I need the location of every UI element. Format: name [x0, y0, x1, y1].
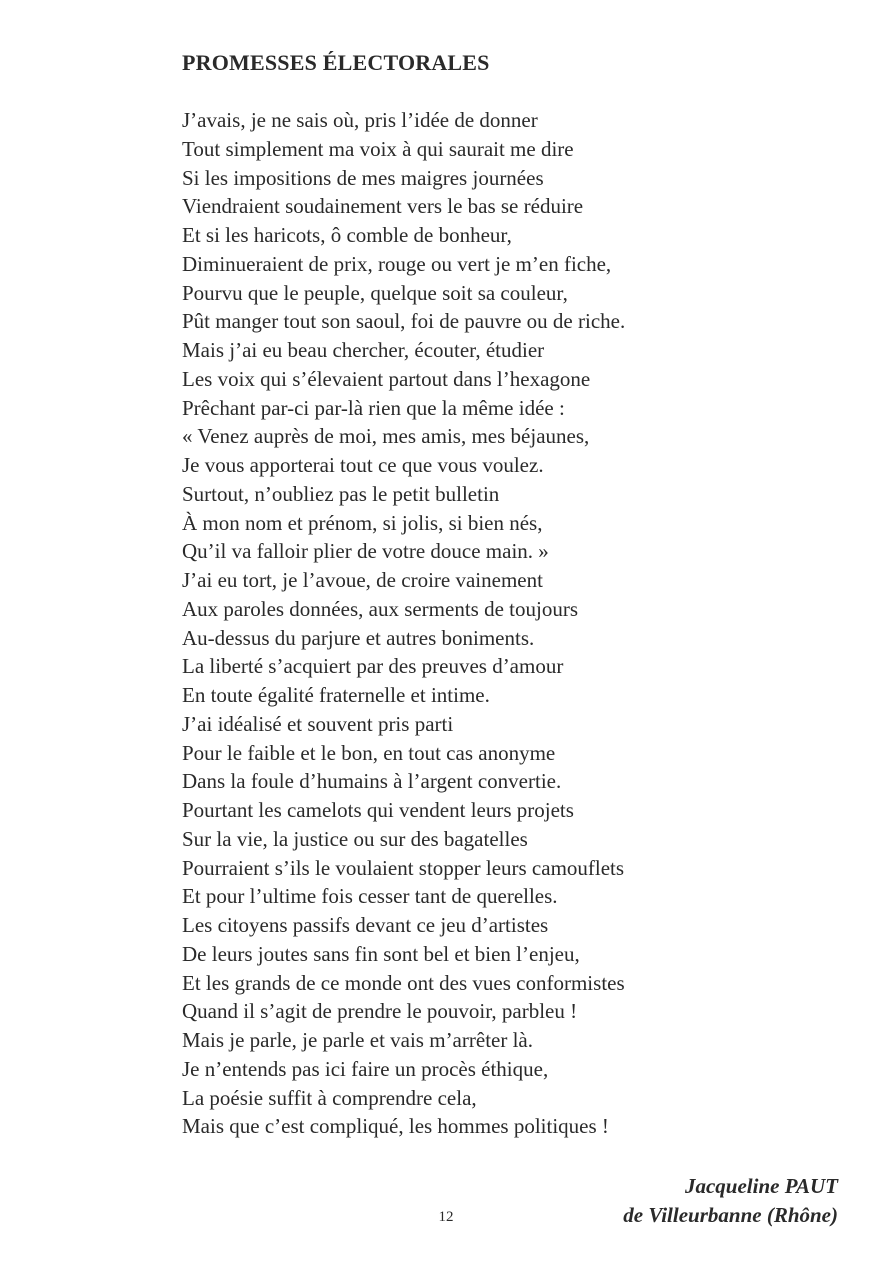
poem-line: Prêchant par-ci par-là rien que la même idée :	[182, 395, 565, 420]
poem-line: Au-dessus du parjure et autres boniments.	[182, 625, 535, 650]
poem-line: Mais je parle, je parle et vais m’arrêter là.	[182, 1028, 533, 1052]
author-name: Jacqueline PAUT	[684, 1174, 838, 1198]
poem-line: Aux paroles données, aux serments de toujours	[182, 596, 578, 621]
poem-line: À mon nom et prénom, si jolis, si bien nés,	[182, 510, 543, 535]
poem-line: « Venez auprès de moi, mes amis, mes béjaunes,	[182, 424, 590, 449]
poem-line: J’ai idéalisé et souvent pris parti	[182, 711, 454, 736]
poem-line: Les voix qui s’élevaient partout dans l’hexagone	[182, 366, 591, 391]
poem-line: Sur la vie, la justice ou sur des bagatelles	[182, 826, 528, 851]
poem-line: Je vous apporterai tout ce que vous voulez.	[182, 453, 544, 477]
poem-line: Les citoyens passifs devant ce jeu d’artistes	[182, 913, 549, 937]
poem-body	[182, 106, 625, 1141]
poem-line: Pour le faible et le bon, en tout cas anonyme	[182, 740, 556, 765]
poem-line: Et les grands de ce monde ont des vues conformistes	[182, 970, 625, 995]
poem-line: J’avais, je ne sais où, pris l’idée de donner	[182, 108, 538, 132]
poem-line: Et pour l’ultime fois cesser tant de querelles.	[182, 884, 558, 909]
poem-line: Surtout, n’oubliez pas le petit bulletin	[182, 481, 500, 506]
poem-line: Pourvu que le peuple, quelque soit sa couleur,	[182, 280, 568, 305]
poem-line: J’ai eu tort, je l’avoue, de croire vainement	[182, 568, 543, 592]
poem-line: La liberté s’acquiert par des preuves d’amour	[182, 654, 564, 679]
poem-line: Tout simplement ma voix à qui saurait me dire	[182, 136, 574, 161]
author-location: de Villeurbanne (Rhône)	[623, 1203, 838, 1227]
poem-line: Si les impositions de mes maigres journées	[182, 165, 544, 190]
poem-line: Pourraient s’ils le voulaient stopper leurs camouflets	[182, 855, 625, 880]
poem-line: Viendraient soudainement vers le bas se réduire	[182, 194, 584, 219]
poem-line: De leurs joutes sans fin sont bel et bien l’enjeu,	[182, 941, 580, 966]
poem-line: Pourtant les camelots qui vendent leurs projets	[182, 798, 574, 822]
poem-line: Je n’entends pas ici faire un procès éthique,	[182, 1056, 549, 1081]
poem-line: La poésie suffit à comprendre cela,	[182, 1085, 477, 1110]
poem-line: Mais j’ai eu beau chercher, écouter, étudier	[182, 338, 545, 362]
poem-line: Quand il s’agit de prendre le pouvoir, parbleu !	[182, 999, 578, 1024]
poem-line: Qu’il va falloir plier de votre douce main. »	[182, 539, 549, 564]
poem-line: Dans la foule d’humains à l’argent convertie.	[182, 769, 562, 794]
poem-title: PROMESSES ÉLECTORALES	[182, 50, 490, 75]
poem-line: Pût manger tout son saoul, foi de pauvre ou de riche.	[182, 309, 626, 334]
page-number: 12	[438, 1209, 454, 1225]
poem-line: Diminueraient de prix, rouge ou vert je m’en fiche,	[182, 251, 612, 276]
poem-line: En toute égalité fraternelle et intime.	[182, 683, 490, 707]
poem-line: Et si les haricots, ô comble de bonheur,	[182, 223, 512, 247]
poem-line: Mais que c’est compliqué, les hommes politiques !	[182, 1114, 609, 1139]
